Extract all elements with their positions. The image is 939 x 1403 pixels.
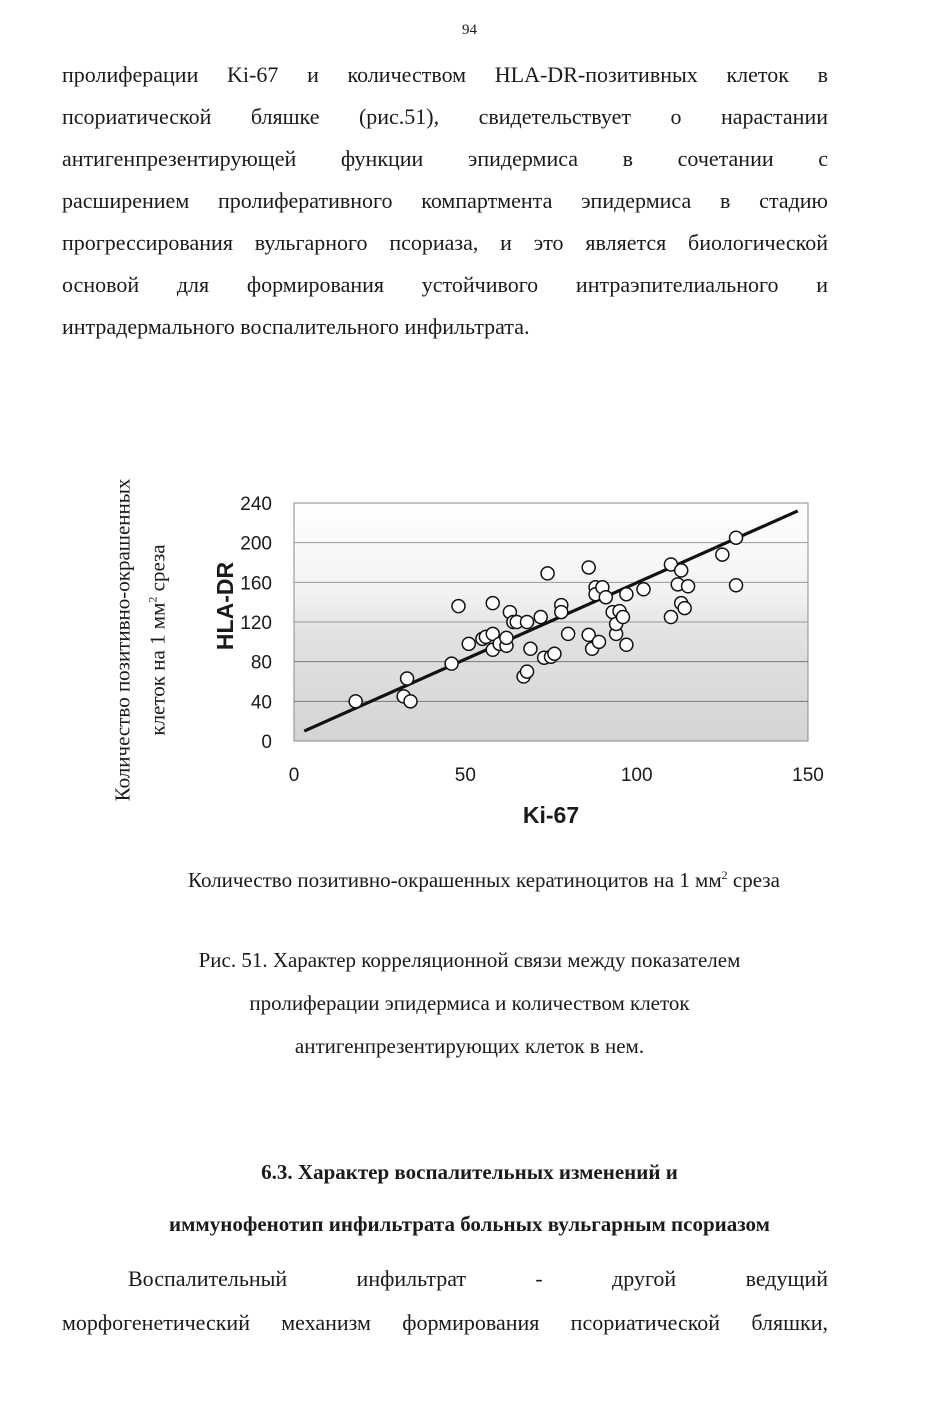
data-point xyxy=(599,591,612,604)
data-point xyxy=(620,638,633,651)
data-point xyxy=(401,672,414,685)
data-point xyxy=(616,611,629,624)
data-point xyxy=(730,579,743,592)
y-tick-label: 120 xyxy=(240,613,272,634)
data-point xyxy=(521,616,534,629)
data-point xyxy=(534,611,547,624)
data-point xyxy=(664,611,677,624)
data-point xyxy=(678,602,691,615)
body-text-line: антигенпрезентирующей функции эпидермиса в сочетании с xyxy=(62,146,828,171)
data-point xyxy=(675,564,688,577)
data-point xyxy=(620,588,633,601)
data-point xyxy=(452,600,465,613)
section-heading: 6.3. Характер воспалительных изменений и xyxy=(261,1160,678,1184)
data-point xyxy=(592,635,605,648)
y-tick-label: 0 xyxy=(261,732,272,753)
body-text-line: пролиферации Ki-67 и количеством HLA-DR-позитивных клеток в xyxy=(62,62,828,87)
figure-y-description-line1: Количество позитивно-окрашенных xyxy=(110,478,135,802)
x-desc-sup: 2 xyxy=(721,868,728,882)
data-point xyxy=(730,531,743,544)
y-axis-title: HLA-DR xyxy=(212,561,238,651)
y-tick-label: 40 xyxy=(250,692,272,714)
data-point xyxy=(521,665,534,678)
y-tick-labels xyxy=(240,494,272,753)
data-point xyxy=(548,647,561,660)
body-text-line: морфогенетический механизм формирования псориатической бляшки, xyxy=(62,1310,828,1335)
body-text-line: основой для формирования устойчивого интраэпителиального и xyxy=(62,272,828,297)
data-point xyxy=(562,627,575,640)
body-text-line: расширением пролиферативного компартмента эпидермиса в стадию xyxy=(62,188,828,213)
section-heading: иммунофенотип инфильтрата больных вульгарным псориазом xyxy=(169,1212,770,1236)
body-text-line: прогрессирования вульгарного псориаза, и это является биологической xyxy=(62,230,828,255)
data-point xyxy=(716,548,729,561)
x-desc-text: Количество позитивно-окрашенных кератиноцитов на 1 мм xyxy=(188,868,722,892)
data-point xyxy=(445,657,458,670)
data-point xyxy=(500,631,513,644)
y-desc-sup: 2 xyxy=(145,596,160,603)
x-tick-label: 0 xyxy=(288,765,300,786)
x-axis-title: Ki-67 xyxy=(522,802,580,828)
data-point xyxy=(486,597,499,610)
y-desc-post: среза xyxy=(145,544,170,597)
data-point xyxy=(462,637,475,650)
x-tick-label: 100 xyxy=(620,765,653,786)
data-point xyxy=(404,695,417,708)
data-point xyxy=(682,580,695,593)
body-text-line: Воспалительный инфильтрат - другой ведущий xyxy=(128,1266,828,1291)
data-point xyxy=(637,583,650,596)
figure-caption-line: Рис. 51. Характер корреляционной связи между показателем xyxy=(198,948,741,972)
body-text-line: псориатической бляшке (рис.51), свидетельствует о нарастании xyxy=(62,104,828,129)
x-tick-label: 50 xyxy=(454,765,476,786)
data-point xyxy=(541,567,554,580)
body-text-line: интрадермального воспалительного инфильтрата. xyxy=(62,314,530,339)
data-point xyxy=(582,561,595,574)
y-desc-text: клеток на 1 мм xyxy=(145,602,170,736)
data-point xyxy=(524,642,537,655)
x-desc-post: среза xyxy=(727,868,780,892)
y-tick-label: 240 xyxy=(240,494,272,515)
data-point xyxy=(555,606,568,619)
x-tick-labels xyxy=(289,765,824,786)
x-tick-label: 150 xyxy=(792,765,824,786)
y-tick-label: 80 xyxy=(250,652,272,674)
figure-caption-line: антигенпрезентирующих клеток в нем. xyxy=(294,1034,645,1058)
y-tick-label: 160 xyxy=(240,573,272,595)
page-number: 94 xyxy=(462,22,477,38)
data-point xyxy=(349,695,362,708)
figure-caption-line: пролиферации эпидермиса и количеством клеток xyxy=(249,991,690,1015)
y-tick-label: 200 xyxy=(240,533,272,555)
figure-x-description xyxy=(188,868,780,893)
